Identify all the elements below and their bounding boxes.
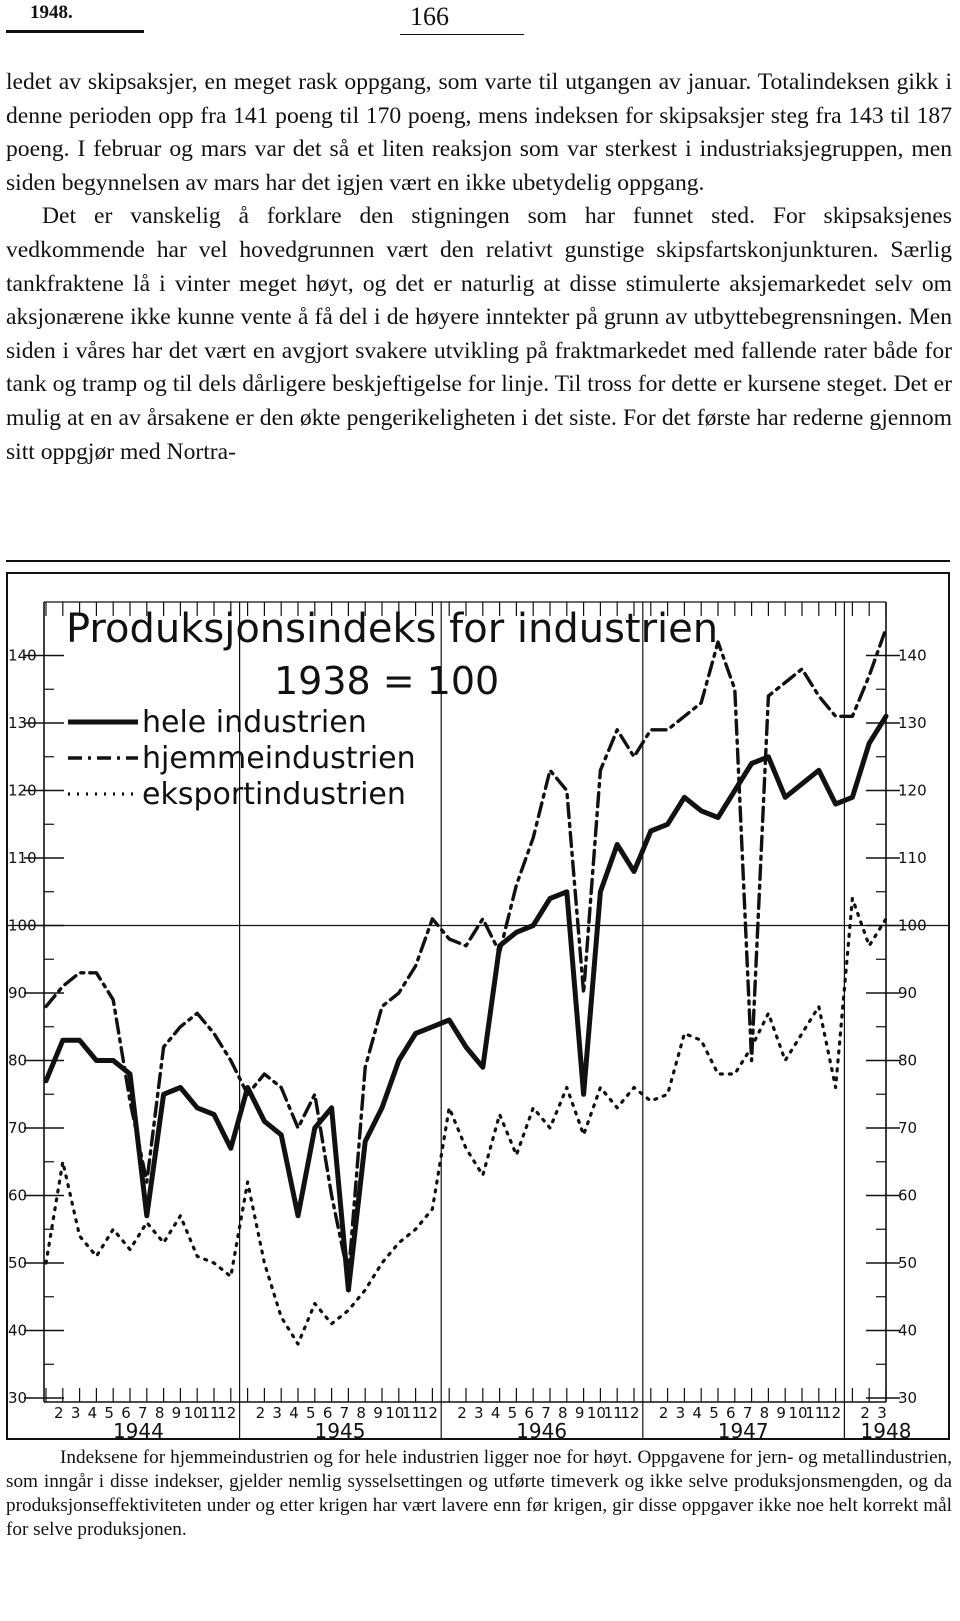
year-label: 1948	[860, 1419, 912, 1440]
year-labels	[113, 1419, 912, 1440]
month-label: 8	[759, 1404, 770, 1422]
month-label: 3	[474, 1404, 484, 1422]
page-number: 166	[410, 2, 449, 31]
y-tick-label-left: 110	[8, 849, 37, 867]
y-tick-label-left: 120	[8, 781, 37, 800]
month-label: 8	[356, 1404, 366, 1422]
month-label: 5	[306, 1404, 316, 1422]
month-label: 7	[339, 1404, 350, 1422]
month-label: 3	[675, 1404, 686, 1422]
month-label: 11	[402, 1404, 422, 1422]
month-label: 7	[138, 1404, 148, 1422]
month-label: 6	[322, 1404, 333, 1422]
month-label: 10	[183, 1404, 203, 1422]
month-label: 6	[726, 1404, 736, 1422]
month-label: 10	[385, 1404, 405, 1422]
y-tick-label-left: 130	[8, 714, 37, 732]
month-label: 10	[788, 1404, 808, 1422]
y-tick-label-right: 60	[898, 1186, 918, 1205]
month-label: 9	[373, 1404, 383, 1422]
y-tick-label-right: 130	[898, 714, 927, 732]
month-label: 4	[87, 1404, 98, 1422]
body-text	[6, 66, 952, 469]
figure-caption	[6, 1446, 952, 1542]
legend-label-1: hjemmeindustrien	[142, 741, 416, 776]
month-label: 6	[524, 1404, 534, 1422]
month-label: 2	[54, 1404, 64, 1422]
y-tick-label-right: 30	[898, 1389, 918, 1407]
year-label: 1944	[112, 1419, 164, 1440]
y-tick-label-left: 60	[8, 1186, 28, 1205]
header-underline	[6, 30, 144, 33]
month-label: 9	[776, 1404, 786, 1422]
y-tick-label-right: 40	[898, 1321, 918, 1340]
month-label: 5	[507, 1404, 518, 1422]
month-label: 12	[620, 1404, 640, 1422]
legend-label-0: hele industrien	[142, 705, 367, 740]
month-label: 8	[154, 1404, 165, 1422]
chart-svg	[6, 572, 950, 1440]
year-label: 1947	[717, 1419, 769, 1440]
y-tick-label-left: 40	[8, 1321, 28, 1340]
y-tick-label-left: 30	[8, 1389, 28, 1407]
month-label: 12	[418, 1404, 438, 1422]
chart-title-group	[66, 606, 718, 703]
y-tick-label-right: 120	[898, 781, 927, 800]
page-number-underline	[400, 34, 524, 35]
month-label: 5	[104, 1404, 114, 1422]
month-label: 7	[742, 1404, 753, 1422]
chart-title: Produksjonsindeks for industrien	[66, 606, 719, 652]
y-tick-label-right: 70	[898, 1119, 918, 1137]
month-label: 3	[70, 1404, 81, 1422]
month-label: 4	[289, 1404, 299, 1422]
month-label: 2	[255, 1404, 266, 1422]
month-label: 2	[457, 1404, 467, 1422]
month-label: 4	[490, 1404, 501, 1422]
month-label: 12	[217, 1404, 237, 1422]
chart-subtitle: 1938 = 100	[274, 659, 500, 703]
y-tick-label-right: 110	[898, 849, 927, 867]
month-label: 11	[200, 1404, 220, 1422]
month-label: 4	[692, 1404, 702, 1422]
month-label: 9	[574, 1404, 585, 1422]
month-label: 9	[171, 1404, 182, 1422]
month-label: 2	[860, 1404, 870, 1422]
y-tick-label-right: 140	[898, 646, 927, 665]
month-label: 12	[822, 1404, 842, 1422]
paragraph-2: Det er vanskelig å forklare den stigningen som har funnet sted. For skipsaksjenes vedkommende har vel hovedgrunnen vært den relativt gunstige skipsfartskonjunkturen. Særlig tankfraktene lå i vinter meget høyt, og det er naturlig at disse stimulerte aksjemarkedet selv om aksjonærene ikke kunne vente å få del i de høyere inntekter på grunn av utbyttebegrensningen. Men siden i våres har det vært en avgjort svakere utvikling på fraktmarkedet med fallende rater både for tank og tramp og til dels dårligere beskjeftigelse for linje. Til tross for dette er kursene steget. Det er mulig at en av årsakene er den økte pengerikeligheten i det siste. For det første har rederne gjennom sitt oppgjør med Nortra-	[6, 203, 952, 465]
month-label: 11	[805, 1404, 825, 1422]
y-tick-label-right: 80	[898, 1051, 918, 1070]
month-label: 11	[603, 1404, 623, 1422]
month-label: 6	[121, 1404, 131, 1422]
y-tick-label-left: 90	[8, 984, 28, 1002]
series-line-2	[46, 899, 886, 1345]
year-label: 1946	[516, 1419, 568, 1440]
month-label: 7	[541, 1404, 551, 1422]
y-tick-label-right: 90	[898, 984, 918, 1002]
month-label: 2	[658, 1404, 669, 1422]
caption-text: Indeksene for hjemmeindustrien og for hele industrien ligger noe for høyt. Oppgavene for jern- og metallindustrien, som inngår i disse indekser, gjelder nemlig sysselsettingen og utførte timeverk og ikke selve produksjonsmengden, og da produksjonseffektiviteten under og etter krigen har vært lavere enn før krigen, gir disse oppgaver ikke noe helt korrekt mål for selve produksjonen.	[6, 1447, 952, 1540]
chart-legend	[68, 705, 416, 812]
year-label: 1945	[314, 1419, 366, 1440]
month-label: 5	[709, 1404, 719, 1422]
month-label: 3	[877, 1404, 887, 1422]
section-rule	[6, 560, 950, 562]
running-header-year: 1948.	[30, 2, 73, 23]
month-label: 8	[558, 1404, 568, 1422]
paragraph-1: ledet av skipsaksjer, en meget rask oppgang, som varte til utgangen av januar. Totalindeksen gikk i denne perioden opp fra 141 poeng til 170 poeng, mens indeksen for skipsaksjer steg fra 143 til 187 poeng. I februar og mars var det så et liten reaksjon som var sterkest i industriaksjegruppen, men siden begynnelsen av mars har det igjen vært en ikke ubetydelig oppgang.	[6, 69, 952, 196]
production-index-chart	[6, 572, 950, 1440]
y-tick-label-left: 100	[8, 916, 37, 935]
month-label: 3	[272, 1404, 282, 1422]
y-tick-label-left: 80	[8, 1051, 28, 1070]
y-tick-label-left: 140	[8, 646, 37, 665]
legend-label-2: eksportindustrien	[142, 777, 406, 812]
month-label: 10	[586, 1404, 606, 1422]
y-tick-label-right: 50	[898, 1254, 918, 1272]
y-tick-label-left: 50	[8, 1254, 28, 1272]
y-tick-label-left: 70	[8, 1119, 28, 1137]
y-tick-label-right: 100	[898, 916, 927, 935]
